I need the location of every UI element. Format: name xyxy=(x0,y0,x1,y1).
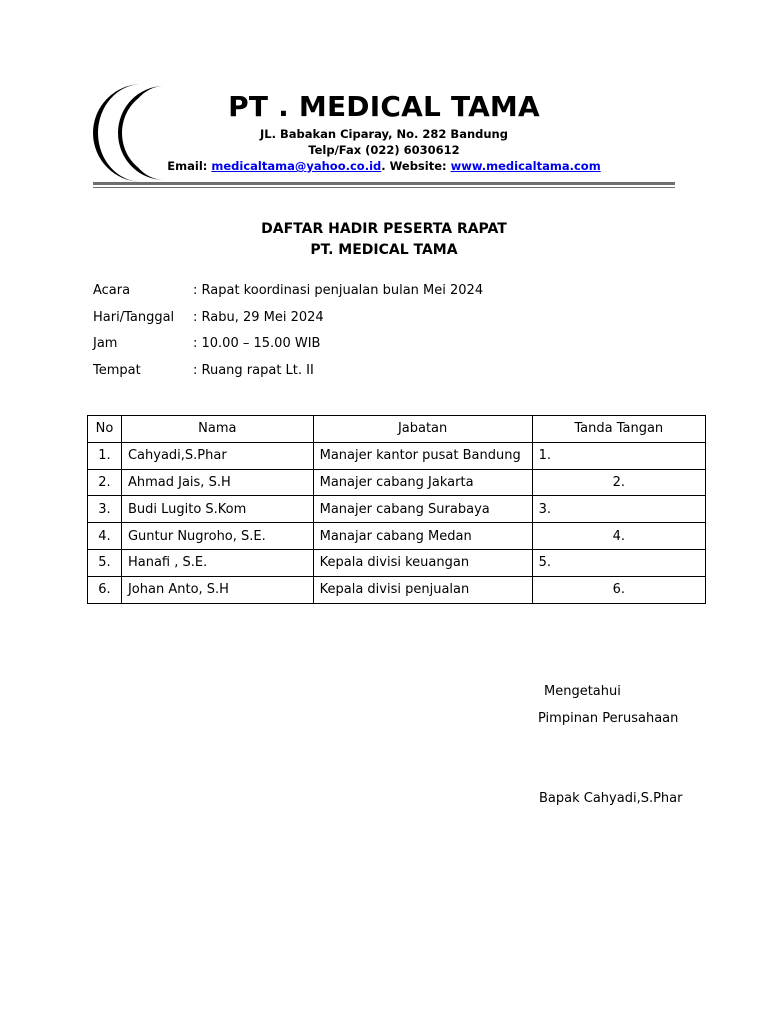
cell-no: 5. xyxy=(88,549,122,576)
table-row xyxy=(88,442,706,469)
header-jabatan: Jabatan xyxy=(313,416,532,443)
cell-no: 1. xyxy=(88,442,122,469)
table-row xyxy=(88,469,706,496)
cell-jabatan: Kepala divisi keuangan xyxy=(313,549,532,576)
cell-no: 4. xyxy=(88,523,122,550)
signature-position: Pimpinan Perusahaan xyxy=(538,711,679,726)
table-row xyxy=(88,523,706,550)
letterhead-divider-thin xyxy=(93,187,675,188)
cell-tanda-tangan: 2. xyxy=(532,469,705,496)
cell-jabatan: Manajer cabang Jakarta xyxy=(313,469,532,496)
document-subtitle: PT. MEDICAL TAMA xyxy=(310,242,458,258)
header-no: No xyxy=(88,416,122,443)
header-tanda-tangan: Tanda Tangan xyxy=(532,416,705,443)
cell-tanda-tangan: 3. xyxy=(532,496,705,523)
cell-nama: Budi Lugito S.Kom xyxy=(121,496,313,523)
signature-name: Bapak Cahyadi,S.Phar xyxy=(539,791,683,806)
cell-tanda-tangan: 5. xyxy=(532,549,705,576)
cell-tanda-tangan: 4. xyxy=(532,523,705,550)
info-label: Hari/Tanggal xyxy=(93,310,175,325)
signature-acknowledged: Mengetahui xyxy=(544,684,621,699)
info-label: Acara xyxy=(93,283,131,298)
cell-jabatan: Manajer kantor pusat Bandung xyxy=(313,442,532,469)
website-link[interactable]: www.medicaltama.com xyxy=(450,159,601,173)
company-address: JL. Babakan Ciparay, No. 282 Bandung xyxy=(260,127,508,141)
letterhead-divider-thick xyxy=(93,182,675,185)
cell-nama: Ahmad Jais, S.H xyxy=(121,469,313,496)
email-label: Email: xyxy=(167,159,212,173)
cell-nama: Cahyadi,S.Phar xyxy=(121,442,313,469)
company-phone: Telp/Fax (022) 6030612 xyxy=(308,143,460,157)
cell-no: 3. xyxy=(88,496,122,523)
table-row xyxy=(88,549,706,576)
company-name: PT . MEDICAL TAMA xyxy=(228,90,540,123)
cell-jabatan: Kepala divisi penjualan xyxy=(313,576,532,603)
document-title: DAFTAR HADIR PESERTA RAPAT xyxy=(261,221,507,237)
header-nama: Nama xyxy=(121,416,313,443)
info-value: : 10.00 – 15.00 WIB xyxy=(193,336,321,351)
table-row xyxy=(88,576,706,603)
info-label: Jam xyxy=(93,336,118,351)
cell-jabatan: Manajar cabang Medan xyxy=(313,523,532,550)
cell-no: 6. xyxy=(88,576,122,603)
info-label: Tempat xyxy=(93,363,141,378)
cell-tanda-tangan: 6. xyxy=(532,576,705,603)
cell-no: 2. xyxy=(88,469,122,496)
cell-jabatan: Manajer cabang Surabaya xyxy=(313,496,532,523)
email-link[interactable]: medicaltama@yahoo.co.id xyxy=(211,159,382,173)
cell-nama: Guntur Nugroho, S.E. xyxy=(121,523,313,550)
table-header-row xyxy=(88,416,706,443)
table-row xyxy=(88,496,706,523)
company-contact xyxy=(0,159,768,173)
info-value: : Rapat koordinasi penjualan bulan Mei 2024 xyxy=(193,283,484,298)
info-value: : Rabu, 29 Mei 2024 xyxy=(193,310,324,325)
cell-tanda-tangan: 1. xyxy=(532,442,705,469)
cell-nama: Johan Anto, S.H xyxy=(121,576,313,603)
attendance-table xyxy=(87,415,706,604)
info-value: : Ruang rapat Lt. II xyxy=(193,363,314,378)
cell-nama: Hanafi , S.E. xyxy=(121,549,313,576)
website-label: . Website: xyxy=(381,159,451,173)
